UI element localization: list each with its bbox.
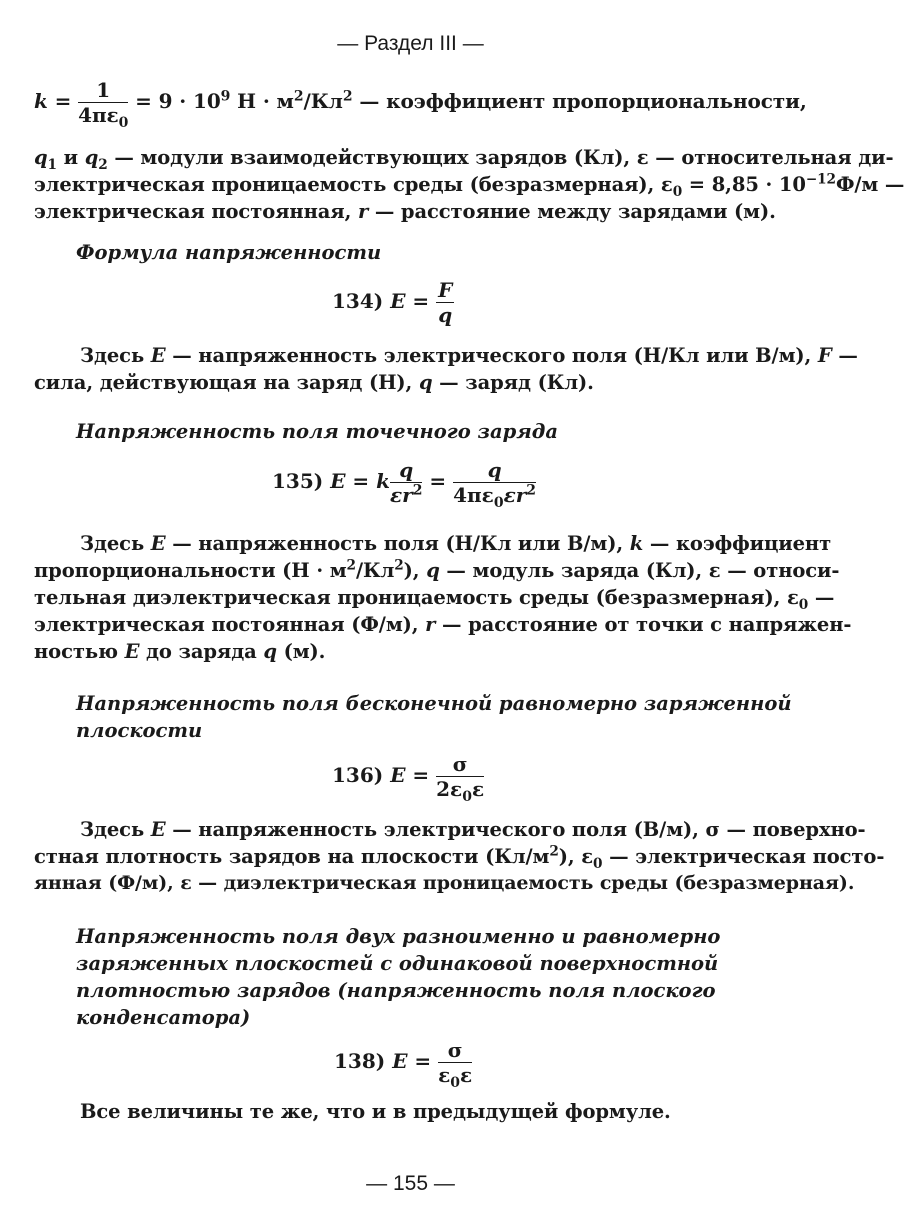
text-138: Все величины те же, что и в предыдущей формуле. (80, 1100, 671, 1123)
heading-138-line-1: Напряженность поля двух разноименно и равномерно (76, 925, 721, 948)
text-135-line-5: ностью E до заряда q (м). (34, 640, 326, 663)
formula-136: 136) E = $\frac{\sigma}{2\varepsilon_0\varepsilon}$ (332, 752, 485, 805)
k-text-line-3: электрическая постоянная, r — расстояние между зарядами (м). (34, 200, 776, 223)
k-text-line-2: электрическая проницаемость среды (безразмерная), $\varepsilon_0 = 8,85 \cdot 10^{-12}Ф/м$ — (34, 171, 904, 200)
heading-136-line-2: плоскости (76, 719, 203, 742)
text-135-line-2: пропорциональности $(Н \cdot м^2/Кл^2)$, q — модуль заряда (Кл), ε — относи- (34, 557, 840, 582)
text-134-line-2: сила, действующая на заряд (Н), q — заряд (Кл). (34, 371, 594, 394)
text-135-line-3: тельная диэлектрическая проницаемость среды (безразмерная), $\varepsilon_0$ — (34, 586, 835, 613)
running-header: — Раздел III — (337, 32, 484, 55)
k-text-line-1: $q_1$ и $q_2$ — модули взаимодействующих зарядов (Кл), ε — относительная ди- (34, 146, 894, 173)
page-number: — 155 — (366, 1172, 455, 1195)
heading-138-line-2: заряженных плоскостей с одинаковой поверхностной (76, 952, 719, 975)
text-135-line-1: Здесь E — напряженность поля (Н/Кл или В/м), k — коэффициент (80, 532, 832, 555)
heading-135: Напряженность поля точечного заряда (76, 420, 558, 443)
k-value: = $9 \cdot 10^9$ $Н \cdot м^2/Кл^2$ — коэффициент пропорциональности, (128, 88, 807, 113)
text-136-line-1: Здесь E — напряженность электрического поля (В/м), σ — поверхно- (80, 818, 866, 841)
text-134-line-1: Здесь E — напряженность электрического поля (Н/Кл или В/м), F — (80, 344, 858, 367)
heading-138-line-3: плотностью зарядов (напряженность поля плоского (76, 979, 716, 1002)
formula-135: 135) E = k $\frac{q}{\varepsilon r^2}$ = $\frac{q}{4\pi\varepsilon_0\varepsilon r^2}$ (272, 458, 537, 511)
heading-134: Формула напряженности (76, 241, 382, 264)
k-symbol: k (34, 89, 48, 113)
formula-134: 134) E = $\frac{F}{q}$ (332, 278, 453, 327)
text-136-line-3: янная (Ф/м), ε — диэлектрическая проницаемость среды (безразмерная). (34, 872, 855, 894)
text-136-line-2: стная плотность зарядов на плоскости $(Кл/м^2)$, $\varepsilon_0$ — электрическая посто- (34, 843, 885, 872)
k-formula-line: k = $\frac{1}{4\pi\varepsilon_0}$ = $9 \cdot 10^9$ $Н \cdot м^2/Кл^2$ — коэффициент пропорциональности, (34, 78, 807, 131)
formula-138: 138) E = $\frac{\sigma}{\varepsilon_0\varepsilon}$ (334, 1038, 473, 1091)
k-fraction: $\frac{1}{4\pi\varepsilon_0}$ (78, 78, 129, 131)
heading-136-line-1: Напряженность поля бесконечной равномерно заряженной (76, 692, 792, 715)
heading-138-line-4: конденсатора) (76, 1006, 251, 1029)
text-135-line-4: электрическая постоянная (Ф/м), r — расстояние от точки с напряжен- (34, 613, 852, 636)
